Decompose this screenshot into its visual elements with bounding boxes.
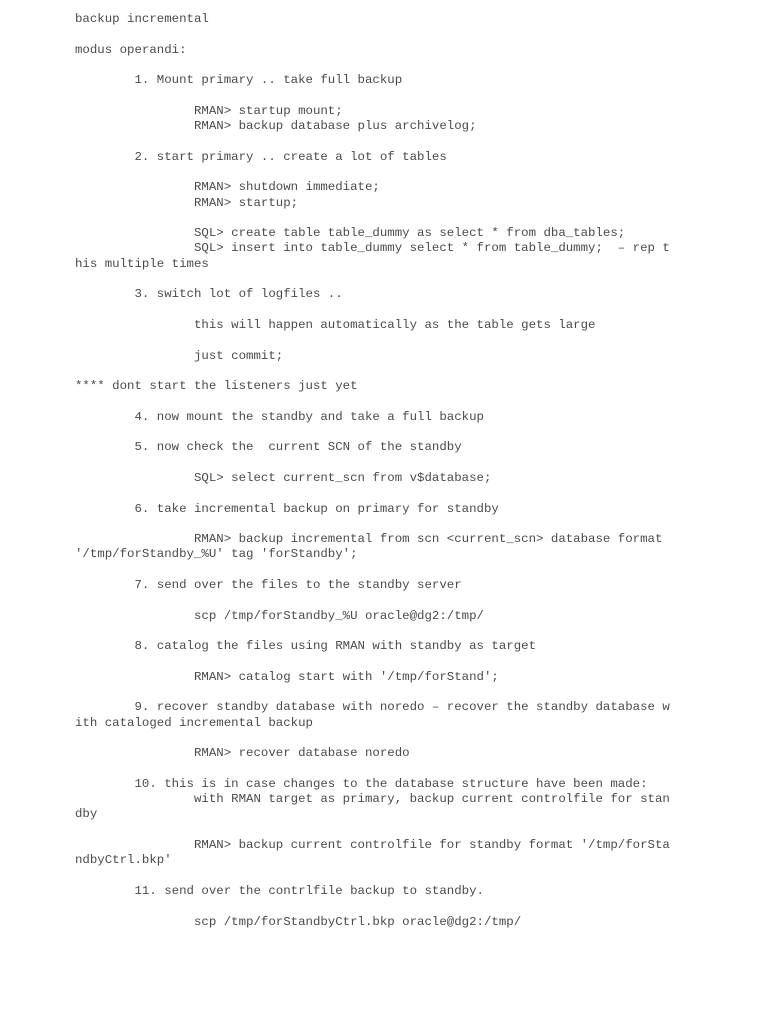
- text-line: scp /tmp/forStandby_%U oracle@dg2:/tmp/: [75, 608, 484, 623]
- text-line: 6. take incremental backup on primary for standby: [75, 501, 499, 516]
- text-line: [75, 624, 755, 639]
- text-line: SQL> insert into table_dummy select * from table_dummy; – rep t: [75, 241, 670, 256]
- text-line: dby: [75, 807, 98, 822]
- text-line: **** dont start the listeners just yet: [75, 379, 358, 394]
- text-line: 3. switch lot of logfiles ..: [75, 287, 343, 302]
- text-line: just commit;: [75, 348, 284, 363]
- text-line: backup incremental: [75, 12, 209, 26]
- text-line: [75, 517, 755, 532]
- text-line: 5. now check the current SCN of the standby: [75, 440, 462, 455]
- text-line: RMAN> recover database noredo: [75, 746, 410, 761]
- text-line: [75, 165, 755, 180]
- text-line: [75, 762, 755, 777]
- text-line: RMAN> startup mount;: [75, 103, 343, 118]
- text-line: RMAN> startup;: [75, 195, 299, 210]
- text-line: 7. send over the files to the standby server: [75, 577, 462, 592]
- text-line: modus operandi:: [75, 42, 187, 57]
- text-line: 8. catalog the files using RMAN with standby as target: [75, 639, 537, 654]
- text-line: with RMAN target as primary, backup current controlfile for stan: [75, 792, 670, 807]
- text-line: '/tmp/forStandby_%U' tag 'forStandby';: [75, 547, 358, 562]
- text-line: 10. this is in case changes to the database structure have been made:: [75, 776, 648, 791]
- text-line: [75, 823, 755, 838]
- text-line: 1. Mount primary .. take full backup: [75, 73, 403, 88]
- text-line: [75, 731, 755, 746]
- text-line: [75, 272, 755, 287]
- text-line: RMAN> shutdown immediate;: [75, 180, 380, 195]
- text-line: [75, 134, 755, 149]
- text-line: scp /tmp/forStandbyCtrl.bkp oracle@dg2:/tmp/: [75, 914, 522, 929]
- text-line: [75, 303, 755, 318]
- text-line: [75, 869, 755, 884]
- text-line: [75, 456, 755, 471]
- text-line: SQL> select current_scn from v$database;: [75, 470, 492, 485]
- text-line: RMAN> catalog start with '/tmp/forStand';: [75, 669, 499, 684]
- text-line: [75, 333, 755, 348]
- text-line: his multiple times: [75, 256, 209, 271]
- text-line: 11. send over the contrlfile backup to standby.: [75, 883, 484, 898]
- text-line: [75, 899, 755, 914]
- text-line: ith cataloged incremental backup: [75, 715, 313, 730]
- text-line: [75, 394, 755, 409]
- text-line: [75, 654, 755, 669]
- text-line: [75, 27, 755, 42]
- text-line: this will happen automatically as the table gets large: [75, 317, 596, 332]
- text-line: RMAN> backup database plus archivelog;: [75, 119, 477, 134]
- text-line: [75, 593, 755, 608]
- document-body: [75, 12, 755, 930]
- text-line: [75, 364, 755, 379]
- text-line: [75, 563, 755, 578]
- text-line: SQL> create table table_dummy as select * from dba_tables;: [75, 226, 626, 241]
- text-line: [75, 486, 755, 501]
- text-line: 9. recover standby database with noredo – recover the standby database w: [75, 700, 670, 715]
- text-line: [75, 211, 755, 226]
- text-line: [75, 685, 755, 700]
- text-line: ndbyCtrl.bkp': [75, 853, 172, 868]
- text-line: 4. now mount the standby and take a full backup: [75, 409, 484, 424]
- text-line: 2. start primary .. create a lot of tables: [75, 149, 447, 164]
- text-line: [75, 425, 755, 440]
- text-line: RMAN> backup incremental from scn <current_scn> database format: [75, 532, 663, 547]
- text-line: [75, 88, 755, 103]
- text-line: RMAN> backup current controlfile for standby format '/tmp/forSta: [75, 838, 670, 853]
- text-line: [75, 58, 755, 73]
